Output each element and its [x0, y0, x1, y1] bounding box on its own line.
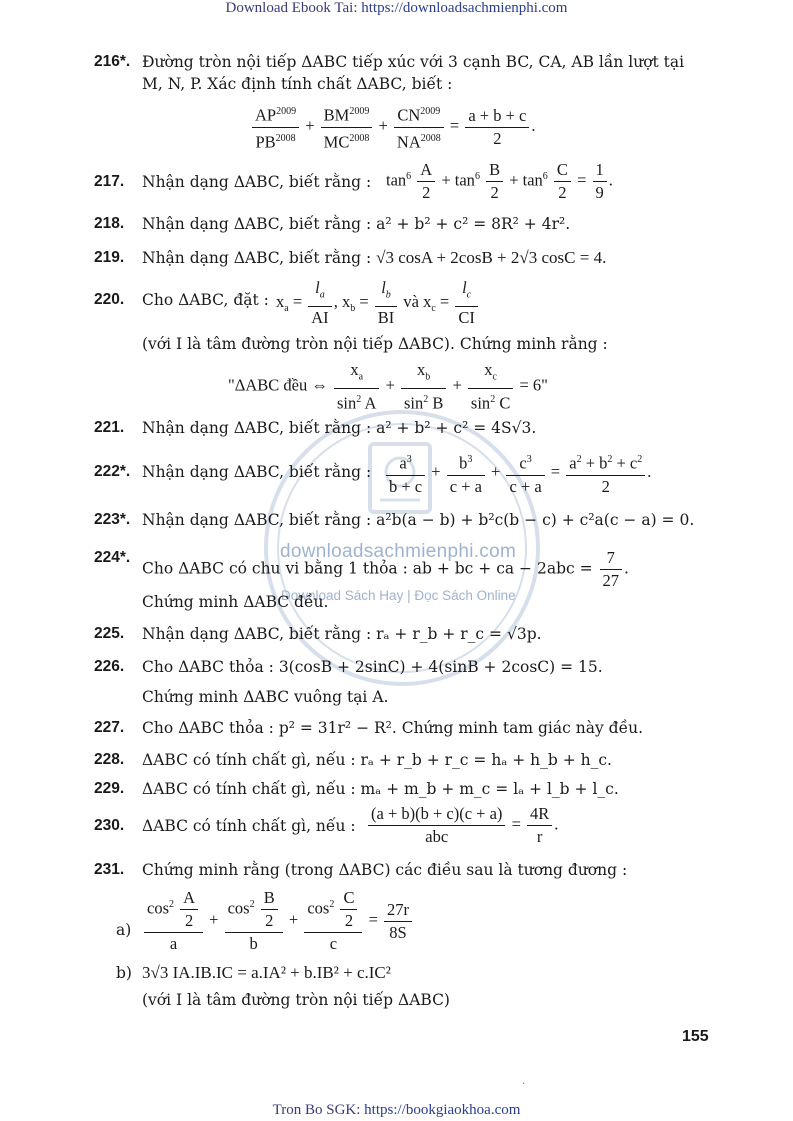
- footer-prefix: Tron Bo SGK:: [272, 1102, 361, 1118]
- problem-229-text: ΔABC có tính chất gì, nếu : mₐ + m_b + m_c = lₐ + l_b + l_c.: [142, 780, 619, 798]
- problem-231-b-label: b): [116, 964, 132, 982]
- problem-230-formula: $\frac{(a + b)(b + c)(c + a)}{\text{abc}}$ = $\frac{4R}{r}$ .: [366, 804, 558, 847]
- problem-225-text: Nhận dạng ΔABC, biết rằng : rₐ + r_b + r_c = √3p.: [142, 625, 542, 643]
- footer-banner: [0, 1102, 793, 1119]
- problem-217-text: Nhận dạng ΔABC, biết rằng :: [142, 173, 372, 191]
- problem-216-line2: M, N, P. Xác định tính chất ΔABC, biết :: [142, 75, 453, 93]
- problem-226-line2: Chứng minh ΔABC vuông tại A.: [142, 688, 389, 706]
- problem-227-text: Cho ΔABC thỏa : p² = 31r² − R². Chứng minh tam giác này đều.: [142, 719, 644, 737]
- problem-223-number: 223*.: [94, 511, 131, 528]
- problem-223-text: Nhận dạng ΔABC, biết rằng : a²b(a − b) + b²c(b − c) + c²a(c − a) = 0.: [142, 511, 695, 529]
- problem-229-number: 229.: [94, 780, 125, 797]
- problem-220-text: Cho ΔABC, đặt :: [142, 291, 269, 309]
- problem-220-line2: (với I là tâm đường tròn nội tiếp ΔABC). Chứng minh rằng :: [142, 335, 608, 353]
- problem-221-text: Nhận dạng ΔABC, biết rằng : a² + b² + c² = 4S√3.: [142, 419, 537, 437]
- problem-224-number: 224*.: [94, 549, 131, 566]
- problem-217-formula: $\tan^6$ $\frac{A}{2}$ + $\tan^6$ $\frac{B}{2}$ + $\tan^6$ $\frac{C}{2}$ = $\frac{1}{9}$ .: [386, 160, 613, 202]
- problem-216-number: 216*.: [94, 53, 131, 70]
- problem-222-text: Nhận dạng ΔABC, biết rằng :: [142, 463, 372, 481]
- problem-224-line2: Chứng minh ΔABC đều.: [142, 593, 329, 611]
- problem-221-number: 221.: [94, 419, 125, 436]
- problem-230-text: ΔABC có tính chất gì, nếu :: [142, 817, 356, 835]
- problem-218-text: Nhận dạng ΔABC, biết rằng : a² + b² + c² = 8R² + 4r².: [142, 215, 571, 233]
- problem-224-text: Cho ΔABC có chu vi bằng 1 thỏa : ab + bc + ca − 2abc = $\frac{7}{27}$ .: [142, 548, 629, 590]
- problem-227-number: 227.: [94, 719, 125, 736]
- problem-231-b-note: (với I là tâm đường tròn nội tiếp ΔABC): [142, 991, 450, 1009]
- problem-220-definitions: $x_a$ = $\frac{l_a}{AI}$ , $x_b$ = $\frac{l_b}{BI}$ và $x_c$ = $\frac{l_c}{CI}$: [276, 278, 480, 328]
- problem-219-formula: √3 cosA + 2cosB + 2√3 cosC = 4.: [376, 248, 607, 267]
- page-number: 155: [682, 1028, 709, 1045]
- problem-216-formula: $\frac{AP^{2009}}{PB^{2008}}$ + $\frac{BM^{2009}}{MC^{2008}}$ + $\frac{CN^{2009}}{NA^{2008}}$ = $\frac{a + b + c}{2}$ .: [250, 102, 535, 152]
- problem-217-number: 217.: [94, 173, 125, 190]
- header-prefix: Download Ebook Tai:: [225, 0, 358, 16]
- header-banner: [0, 0, 793, 17]
- watermark-tagline: Download Sách Hay | Đọc Sách Online: [281, 588, 516, 603]
- problem-231-text: Chứng minh rằng (trong ΔABC) các điều sau là tương đương :: [142, 861, 628, 879]
- problem-228-text: ΔABC có tính chất gì, nếu : rₐ + r_b + r_c = hₐ + h_b + h_c.: [142, 751, 612, 769]
- problem-219-number: 219.: [94, 249, 125, 266]
- problem-231-b-formula: 3√3 IA.IB.IC = a.IA² + b.IB² + c.IC²: [142, 963, 391, 982]
- problem-216-line1: Đường tròn nội tiếp ΔABC tiếp xúc với 3 cạnh BC, CA, AB lần lượt tại: [142, 53, 685, 71]
- problem-222-number: 222*.: [94, 463, 131, 480]
- problem-222-formula: $\frac{a^3}{b + c}$ + $\frac{b^3}{c + a}$ + $\frac{c^3}{c + a}$ = $\frac{a^2 + b^2 + c^2}{2}$ .: [384, 450, 651, 497]
- problem-218-number: 218.: [94, 215, 125, 232]
- problem-220-equivalence: "ΔABC đều ⇔ $\frac{x_a}{\sin^2 A}$ + $\frac{x_b}{\sin^2 B}$ + $\frac{x_c}{\sin^2 C}$ = 6": [228, 360, 548, 413]
- problem-220-number: 220.: [94, 291, 125, 308]
- problem-225-number: 225.: [94, 625, 125, 642]
- problem-231-a-label: a): [116, 921, 132, 939]
- footer-link[interactable]: https://bookgiaokhoa.com: [364, 1102, 521, 1118]
- problem-231-number: 231.: [94, 861, 125, 878]
- speck: ·: [522, 1079, 526, 1090]
- problem-219-text: Nhận dạng ΔABC, biết rằng : √3 cosA + 2cosB + 2√3 cosC = 4.: [142, 248, 607, 267]
- problem-226-text: Cho ΔABC thỏa : 3(cosB + 2sinC) + 4(sinB + 2cosC) = 15.: [142, 658, 603, 676]
- problem-224-fraction: $\frac{7}{27}$: [600, 548, 623, 591]
- problem-231-a-formula: $\cos^2$ $\frac{A}{2}$ a + $\cos^2$ $\frac{B}{2}$ b + $\cos^2$ $\frac{C}{2}$ c = $\frac{27r}{8S}$: [142, 888, 414, 954]
- watermark-site: downloadsachmienphi.com: [280, 541, 517, 562]
- problem-230-number: 230.: [94, 817, 125, 834]
- problem-228-number: 228.: [94, 751, 125, 768]
- header-link[interactable]: https://downloadsachmienphi.com: [361, 0, 568, 16]
- problem-226-number: 226.: [94, 658, 125, 675]
